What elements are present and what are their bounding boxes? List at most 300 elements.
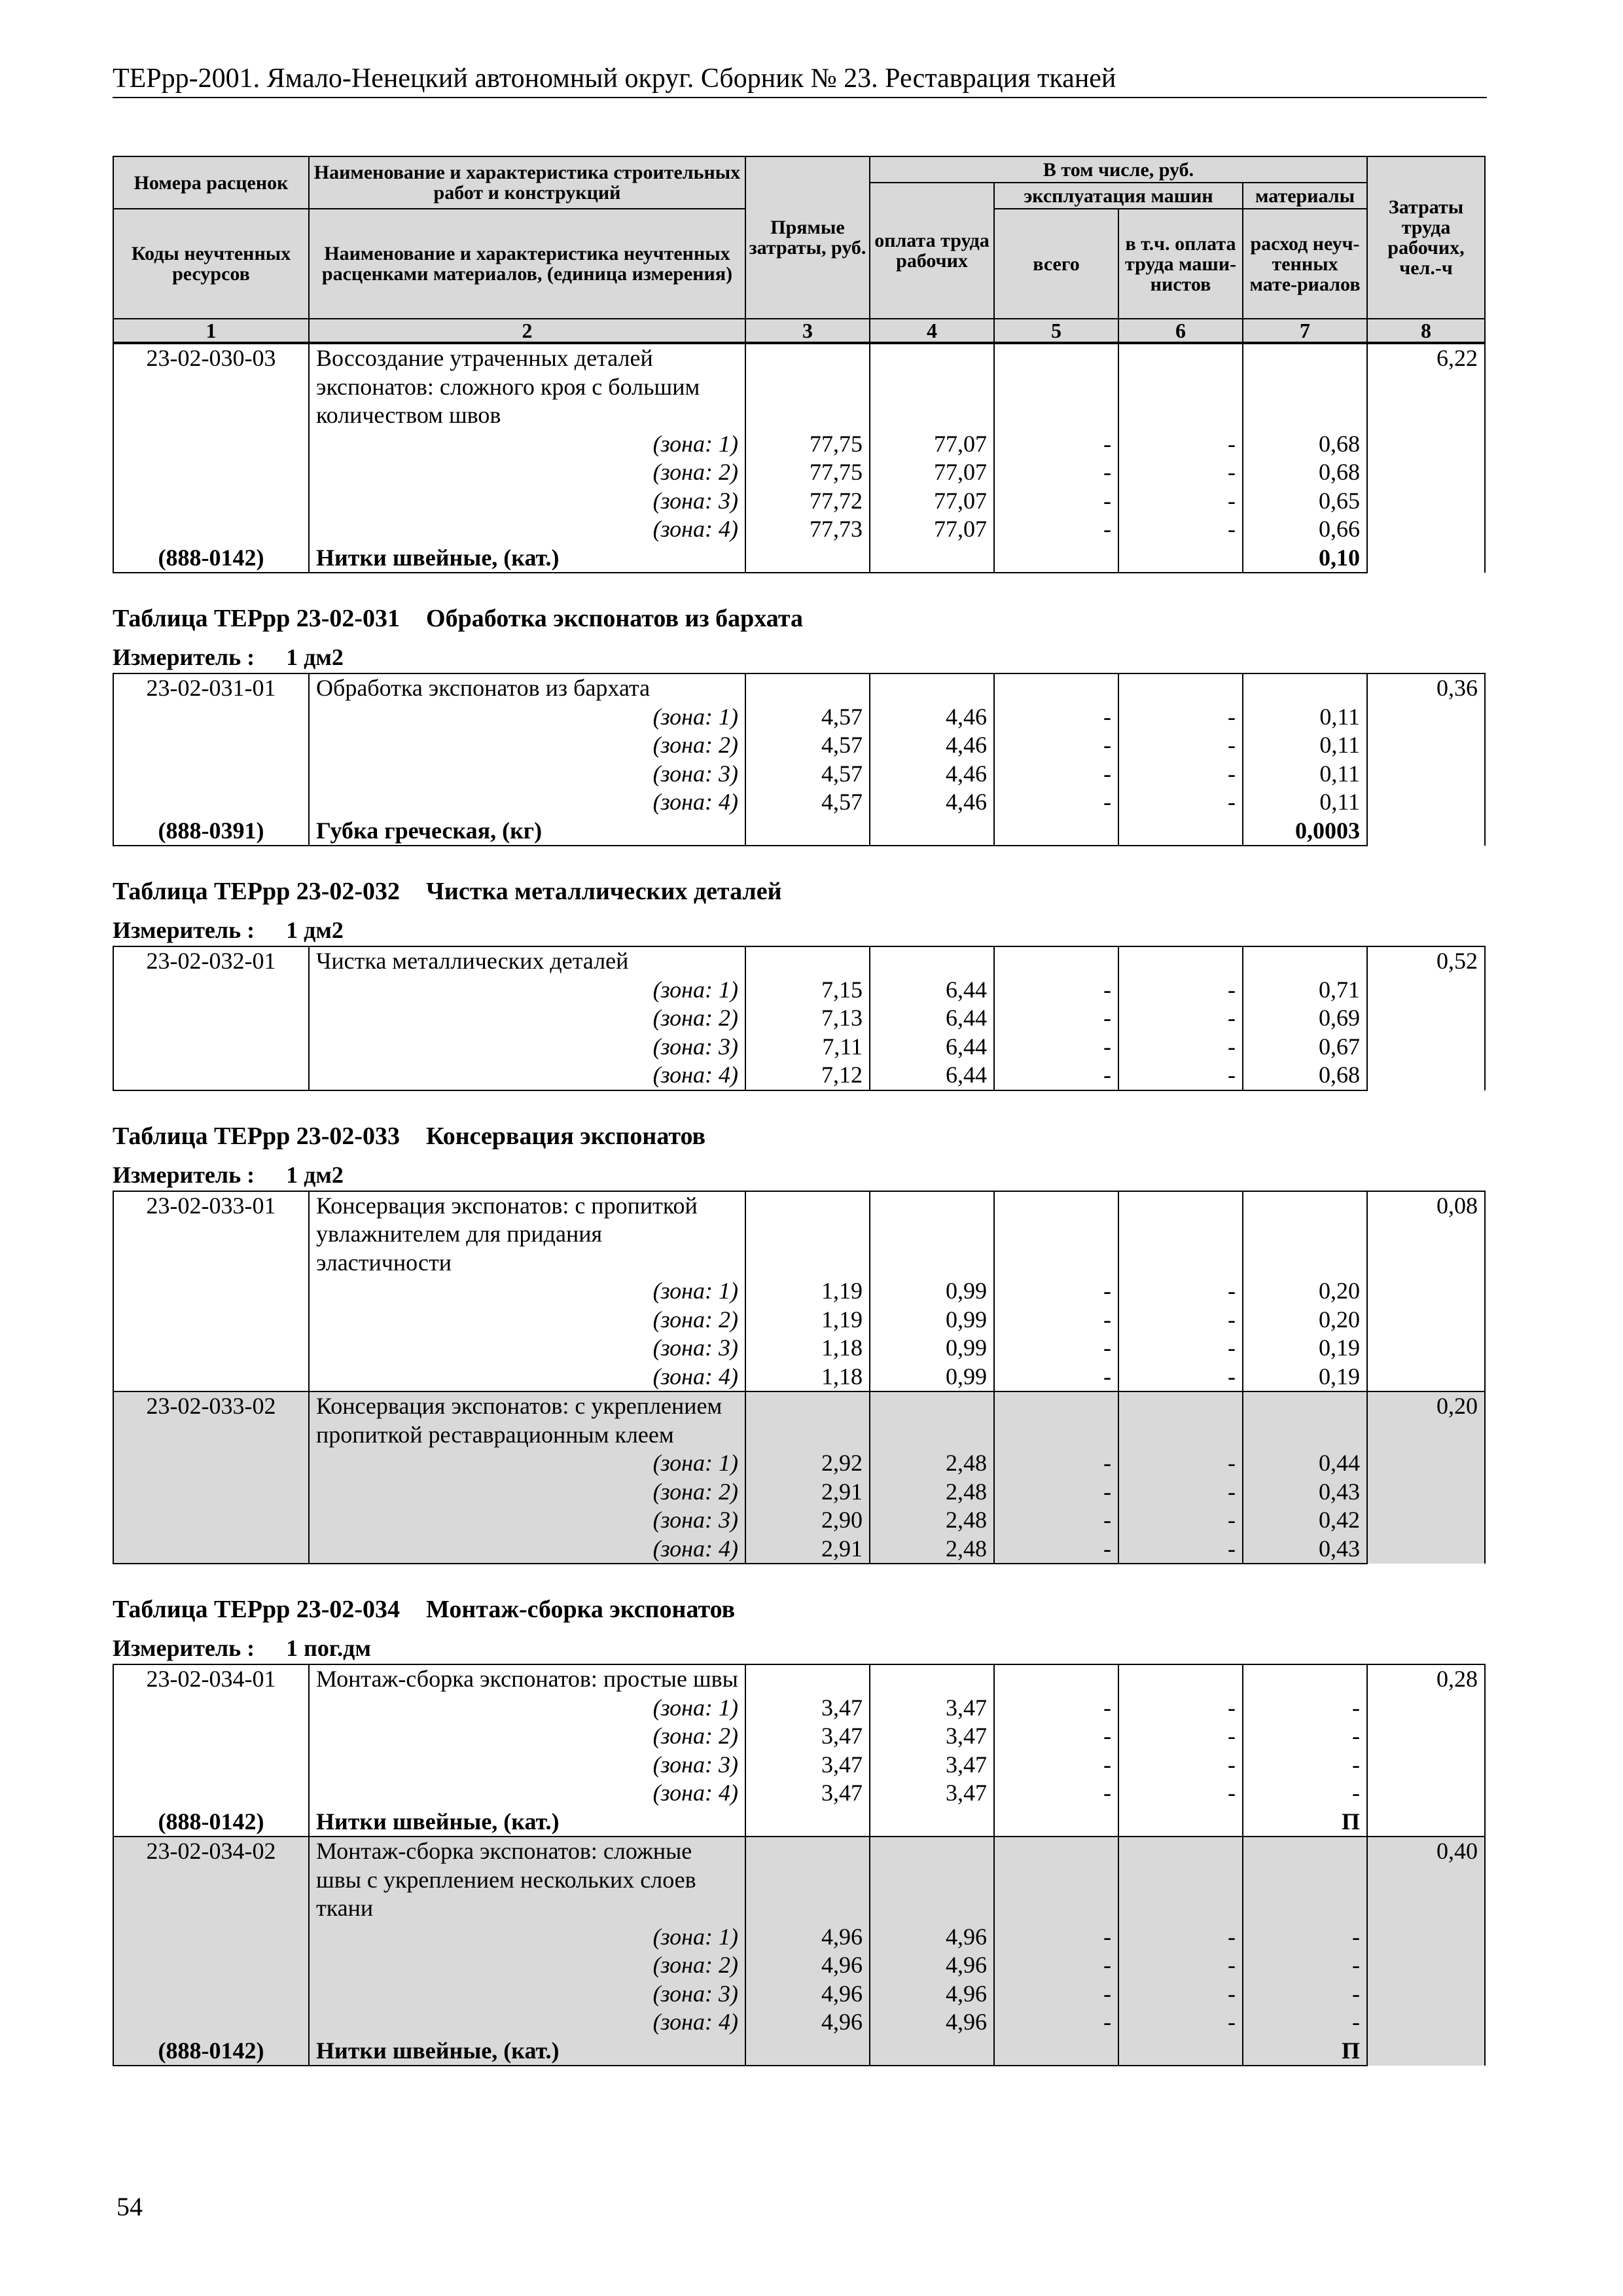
zone-row [113,1277,1485,1306]
empty-cell [113,976,309,1005]
column-number: 4 [870,319,994,342]
zone-label: (зона: 4) [309,2008,745,2037]
header-rate-numbers: Номера расценок [113,156,309,209]
direct-costs: 7,15 [745,976,870,1005]
zone-row [113,1449,1485,1478]
empty-cell [1243,1191,1367,1278]
zone-label: (зона: 3) [309,1506,745,1535]
machinist-wages: - [1118,1004,1243,1033]
direct-costs: 2,90 [745,1506,870,1535]
empty-cell [1118,1391,1243,1449]
wages: 6,44 [870,1004,994,1033]
zone-label: (зона: 2) [309,1004,745,1033]
wages: 4,46 [870,703,994,732]
empty-cell [1243,1664,1367,1694]
machines-total: - [994,1449,1118,1478]
empty-cell [745,544,870,573]
direct-costs: 3,47 [745,1779,870,1808]
machines-total: - [994,1506,1118,1535]
table-title [113,1120,1484,1153]
zone-label: (зона: 1) [309,1449,745,1478]
zone-row [113,1334,1485,1363]
resource-row [113,1808,1485,1837]
zone-row [113,430,1485,459]
zone-row [113,487,1485,516]
resource-name: Губка греческая, (кг) [309,817,745,846]
machinist-wages: - [1118,1923,1243,1952]
materials: - [1243,1923,1367,1952]
measure-value: 1 дм2 [286,1161,344,1188]
direct-costs: 4,57 [745,703,870,732]
zone-row [113,703,1485,732]
materials: - [1243,1722,1367,1751]
machines-total: - [994,1334,1118,1363]
materials: 0,19 [1243,1334,1367,1363]
empty-cell [1243,673,1367,703]
zone-row [113,1779,1485,1808]
direct-costs: 4,57 [745,760,870,789]
materials: 0,19 [1243,1363,1367,1392]
column-number: 1 [113,319,309,342]
zone-label: (зона: 4) [309,1779,745,1808]
empty-cell [745,817,870,846]
resource-code: (888-0142) [113,2037,309,2066]
empty-cell [113,1306,309,1335]
labor-costs: 0,36 [1367,673,1485,846]
direct-costs: 1,18 [745,1334,870,1363]
wages: 0,99 [870,1363,994,1392]
materials: 0,44 [1243,1449,1367,1478]
materials: 0,71 [1243,976,1367,1005]
measure-line [113,641,1484,673]
zone-label: (зона: 2) [309,1722,745,1751]
machines-total: - [994,1694,1118,1723]
rate-name: Чистка металлических деталей [309,946,745,976]
machines-total: - [994,1951,1118,1980]
empty-cell [113,731,309,760]
machinist-wages: - [1118,1033,1243,1062]
zone-label: (зона: 4) [309,788,745,817]
empty-cell [745,1191,870,1278]
machinist-wages: - [1118,1334,1243,1363]
empty-cell [113,1033,309,1062]
machines-total: - [994,976,1118,1005]
empty-cell [1118,2037,1243,2066]
zone-row [113,976,1485,1005]
empty-cell [113,1923,309,1952]
machines-total: - [994,1722,1118,1751]
empty-cell [1118,1191,1243,1278]
machines-total: - [994,2008,1118,2037]
wages: 2,48 [870,1478,994,1507]
machinist-wages: - [1118,1449,1243,1478]
empty-cell [113,1722,309,1751]
rate-row [113,1391,1485,1449]
wages: 2,48 [870,1506,994,1535]
wages: 3,47 [870,1751,994,1780]
machinist-wages: - [1118,487,1243,516]
resource-row [113,544,1485,573]
empty-cell [1118,1837,1243,1923]
labor-costs: 0,40 [1367,1837,1485,2066]
empty-cell [870,544,994,573]
direct-costs: 3,47 [745,1751,870,1780]
header-unaccounted-materials: Наименование и характеристика неучтенных расценками материалов, (единица измерения) [309,209,745,319]
materials: 0,67 [1243,1033,1367,1062]
machines-total: - [994,1779,1118,1808]
machinist-wages: - [1118,1478,1243,1507]
measure-label: Измеритель : [113,1635,255,1661]
table-name: Чистка металлических деталей [426,878,782,905]
machines-total: - [994,487,1118,516]
direct-costs: 1,19 [745,1306,870,1335]
wages: 4,96 [870,1980,994,2009]
zone-row [113,1506,1485,1535]
empty-cell [1243,344,1367,430]
direct-costs: 4,96 [745,1980,870,2009]
empty-cell [870,1808,994,1837]
zone-label: (зона: 3) [309,1980,745,2009]
wages: 2,48 [870,1535,994,1564]
materials: 0,68 [1243,430,1367,459]
empty-cell [113,1779,309,1808]
machinist-wages: - [1118,788,1243,817]
machines-total: - [994,1751,1118,1780]
direct-costs: 77,73 [745,515,870,544]
materials: - [1243,1951,1367,1980]
rate-table [113,1191,1486,1565]
wages: 4,46 [870,731,994,760]
wages: 3,47 [870,1722,994,1751]
machinist-wages: - [1118,1751,1243,1780]
empty-cell [870,673,994,703]
empty-cell [994,544,1118,573]
empty-cell [745,673,870,703]
materials: 0,43 [1243,1535,1367,1564]
materials: 0,68 [1243,458,1367,487]
empty-cell [870,1664,994,1694]
empty-cell [113,703,309,732]
materials: 0,20 [1243,1306,1367,1335]
materials: 0,43 [1243,1478,1367,1507]
wages: 0,99 [870,1334,994,1363]
machinist-wages: - [1118,1980,1243,2009]
column-number: 7 [1243,319,1367,342]
direct-costs: 7,11 [745,1033,870,1062]
empty-cell [1243,1837,1367,1923]
wages: 4,96 [870,1923,994,1952]
empty-cell [745,2037,870,2066]
machinist-wages: - [1118,1951,1243,1980]
empty-cell [994,673,1118,703]
page-number: 54 [116,2192,143,2221]
materials: 0,42 [1243,1506,1367,1535]
materials: 0,11 [1243,788,1367,817]
column-number: 2 [309,319,745,342]
table-title [113,602,1484,635]
empty-cell [113,760,309,789]
machines-total: - [994,1478,1118,1507]
zone-row [113,1033,1485,1062]
header-resource-codes: Коды неучтенных ресурсов [113,209,309,319]
empty-cell [994,1664,1118,1694]
table-title [113,1593,1484,1626]
zone-label: (зона: 1) [309,1923,745,1952]
empty-cell [870,1391,994,1449]
measure-line [113,1159,1484,1191]
machines-total: - [994,1363,1118,1392]
empty-cell [1243,946,1367,976]
empty-cell [113,458,309,487]
rate-row [113,1191,1485,1278]
machinist-wages: - [1118,1722,1243,1751]
resource-name: Нитки швейные, (кат.) [309,544,745,573]
zone-row [113,788,1485,817]
materials: - [1243,1779,1367,1808]
table-number: Таблица ТЕРрр 23-02-034 [113,1596,401,1623]
empty-cell [113,1004,309,1033]
machinist-wages: - [1118,976,1243,1005]
machines-total: - [994,1033,1118,1062]
zone-label: (зона: 2) [309,731,745,760]
machines-total: - [994,1277,1118,1306]
machinist-wages: - [1118,1506,1243,1535]
machinist-wages: - [1118,1363,1243,1392]
zone-row [113,1306,1485,1335]
zone-label: (зона: 2) [309,1478,745,1507]
empty-cell [870,344,994,430]
rate-code: 23-02-034-02 [113,1837,309,1923]
empty-cell [113,2008,309,2037]
zone-row [113,1751,1485,1780]
empty-cell [870,2037,994,2066]
zone-label: (зона: 1) [309,703,745,732]
zone-row [113,731,1485,760]
measure-line [113,914,1484,946]
empty-cell [994,946,1118,976]
labor-costs: 0,52 [1367,946,1485,1090]
column-number: 3 [745,319,870,342]
machines-total: - [994,1004,1118,1033]
header-work-name: Наименование и характеристика строительных работ и конструкций [309,156,745,209]
measure-value: 1 пог.дм [286,1635,371,1661]
materials: 0,20 [1243,1277,1367,1306]
machines-total: - [994,1980,1118,2009]
zone-row [113,1694,1485,1723]
wages: 6,44 [870,976,994,1005]
empty-cell [994,1191,1118,1278]
materials: 0,11 [1243,760,1367,789]
measure-value: 1 дм2 [286,917,344,943]
zone-row [113,515,1485,544]
machines-total: - [994,1535,1118,1564]
empty-cell [994,2037,1118,2066]
resource-consumption: П [1243,1808,1367,1837]
empty-cell [745,1391,870,1449]
machinist-wages: - [1118,760,1243,789]
table-number: Таблица ТЕРрр 23-02-031 [113,605,401,632]
zone-row [113,1363,1485,1392]
rate-name: Воссоздание утраченных деталей экспонатов: сложного кроя с большим количеством швов [309,344,745,430]
resource-consumption: 0,0003 [1243,817,1367,846]
rate-row [113,946,1485,976]
direct-costs: 2,91 [745,1478,870,1507]
empty-cell [870,946,994,976]
rate-row [113,673,1485,703]
direct-costs: 4,96 [745,2008,870,2037]
wages: 6,44 [870,1033,994,1062]
empty-cell [994,344,1118,430]
zone-row [113,1478,1485,1507]
empty-cell [745,946,870,976]
measure-label: Измеритель : [113,917,255,943]
header-direct-costs: Прямые затраты, руб. [745,156,870,319]
wages: 77,07 [870,487,994,516]
wages: 0,99 [870,1277,994,1306]
machinist-wages: - [1118,2008,1243,2037]
empty-cell [1118,817,1243,846]
machinist-wages: - [1118,1306,1243,1335]
machinist-wages: - [1118,515,1243,544]
direct-costs: 7,13 [745,1004,870,1033]
empty-cell [745,1808,870,1837]
table-name: Консервация экспонатов [426,1122,706,1150]
machinist-wages: - [1118,1535,1243,1564]
direct-costs: 77,75 [745,430,870,459]
direct-costs: 1,19 [745,1277,870,1306]
labor-costs: 0,28 [1367,1664,1485,1837]
zone-row [113,1061,1485,1090]
empty-cell [113,1506,309,1535]
table-name: Монтаж-сборка экспонатов [426,1596,736,1623]
header-labor-costs: Затраты труда рабочих, чел.-ч [1367,156,1485,319]
wages: 3,47 [870,1779,994,1808]
empty-cell [994,1808,1118,1837]
table-title [113,875,1484,908]
machinist-wages: - [1118,458,1243,487]
zone-row [113,1980,1485,2009]
zone-row [113,1004,1485,1033]
rate-tables [113,602,1484,2066]
zone-label: (зона: 4) [309,1535,745,1564]
empty-cell [1118,344,1243,430]
direct-costs: 4,96 [745,1951,870,1980]
resource-consumption: П [1243,2037,1367,2066]
direct-costs: 1,18 [745,1363,870,1392]
wages: 6,44 [870,1061,994,1090]
zone-label: (зона: 2) [309,458,745,487]
machines-total: - [994,731,1118,760]
zone-label: (зона: 3) [309,487,745,516]
zone-row [113,458,1485,487]
rate-code: 23-02-031-01 [113,673,309,703]
empty-cell [113,1980,309,2009]
zone-label: (зона: 1) [309,1277,745,1306]
machines-total: - [994,430,1118,459]
header-including: В том числе, руб. [870,156,1367,183]
wages: 77,07 [870,430,994,459]
empty-cell [1243,1391,1367,1449]
header-machines-total: всего [994,209,1118,319]
wages: 4,46 [870,788,994,817]
resource-row [113,2037,1485,2066]
document-body [113,156,1484,2066]
wages: 4,46 [870,760,994,789]
empty-cell [113,1277,309,1306]
rate-table [113,946,1486,1091]
column-number: 6 [1118,319,1243,342]
zone-row [113,1722,1485,1751]
rate-name: Консервация экспонатов: с пропиткой увлажнителем для придания эластичности [309,1191,745,1278]
header-wages: оплата труда рабочих [870,183,994,319]
resource-code: (888-0142) [113,1808,309,1837]
rate-code: 23-02-033-02 [113,1391,309,1449]
zone-row [113,1951,1485,1980]
rate-row [113,1837,1485,1923]
rate-name: Монтаж-сборка экспонатов: простые швы [309,1664,745,1694]
empty-cell [113,1751,309,1780]
empty-cell [113,1334,309,1363]
empty-cell [113,1694,309,1723]
empty-cell [745,1837,870,1923]
table-number: Таблица ТЕРрр 23-02-032 [113,878,401,905]
empty-cell [745,344,870,430]
rate-table [113,1664,1486,2066]
machinist-wages: - [1118,430,1243,459]
empty-cell [1118,1808,1243,1837]
machines-total: - [994,760,1118,789]
rate-code: 23-02-032-01 [113,946,309,976]
empty-cell [994,817,1118,846]
machinist-wages: - [1118,731,1243,760]
measure-line [113,1632,1484,1664]
labor-costs: 0,20 [1367,1391,1485,1564]
resource-row [113,817,1485,846]
machines-total: - [994,458,1118,487]
empty-cell [870,817,994,846]
direct-costs: 2,92 [745,1449,870,1478]
table-name: Обработка экспонатов из бархата [426,605,803,632]
measure-label: Измеритель : [113,1161,255,1188]
wages: 4,96 [870,2008,994,2037]
header-unaccounted-consumption: расход неуч-тенных мате-риалов [1243,209,1367,319]
direct-costs: 4,96 [745,1923,870,1952]
rate-name: Консервация экспонатов: с укреплением пропиткой реставрационным клеем [309,1391,745,1449]
direct-costs: 3,47 [745,1722,870,1751]
zone-label: (зона: 4) [309,515,745,544]
empty-cell [1118,544,1243,573]
rate-table [113,343,1486,573]
wages: 0,99 [870,1306,994,1335]
rate-table [113,673,1486,846]
wages: 4,96 [870,1951,994,1980]
empty-cell [113,515,309,544]
wages: 77,07 [870,515,994,544]
rate-name: Обработка экспонатов из бархата [309,673,745,703]
wages: 3,47 [870,1694,994,1723]
zone-row [113,1535,1485,1564]
empty-cell [113,1449,309,1478]
empty-cell [113,1535,309,1564]
measure-value: 1 дм2 [286,644,344,670]
materials: 0,65 [1243,487,1367,516]
column-header-table [113,156,1486,343]
empty-cell [113,1951,309,1980]
zone-row [113,2008,1485,2037]
resource-code: (888-0142) [113,544,309,573]
header-machinist-wages: в т.ч. оплата труда маши-нистов [1118,209,1243,319]
machines-total: - [994,1306,1118,1335]
